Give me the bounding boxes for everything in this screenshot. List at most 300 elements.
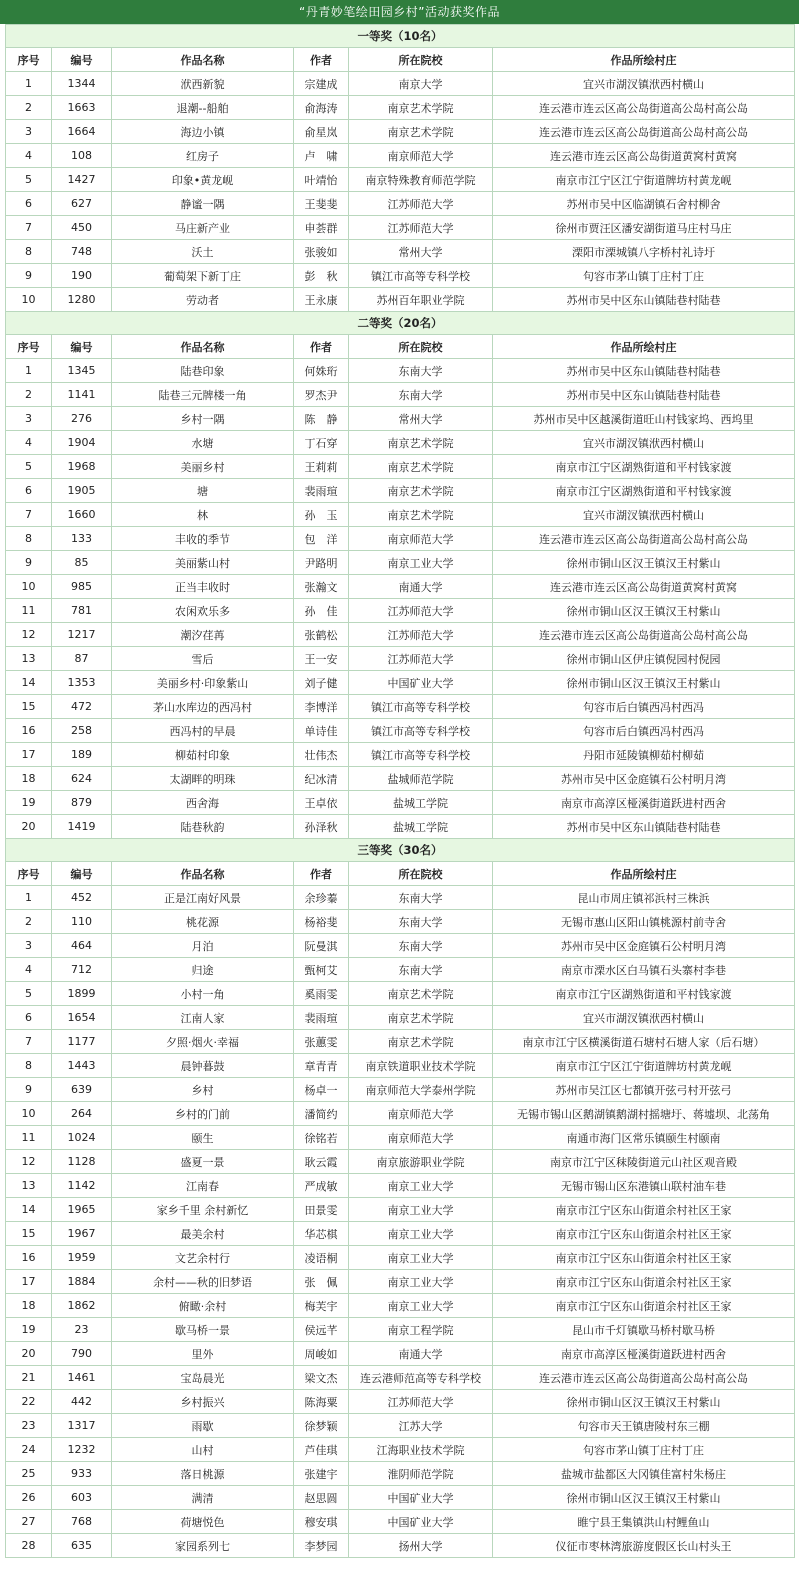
cell-code: 1280 (52, 288, 112, 312)
column-header-row (6, 335, 795, 359)
cell-author: 包 洋 (294, 527, 349, 551)
table-row (6, 120, 795, 144)
cell-school: 盐城工学院 (349, 791, 493, 815)
cell-work-title: 荷塘悦色 (112, 1510, 294, 1534)
header-village: 作品所绘村庄 (493, 48, 795, 72)
cell-village: 南京市江宁区横溪街道石塘村石塘人家（后石塘） (493, 1030, 795, 1054)
cell-village: 苏州市吴中区金庭镇石公村明月湾 (493, 767, 795, 791)
cell-author: 王莉莉 (294, 455, 349, 479)
cell-school: 南京大学 (349, 72, 493, 96)
cell-code: 1317 (52, 1414, 112, 1438)
cell-code: 258 (52, 719, 112, 743)
cell-work-title: 海边小镇 (112, 120, 294, 144)
cell-work-title: 宝岛晨光 (112, 1366, 294, 1390)
cell-school: 东南大学 (349, 359, 493, 383)
cell-work-title: 乡村振兴 (112, 1390, 294, 1414)
cell-work-title: 太湖畔的明珠 (112, 767, 294, 791)
cell-code: 627 (52, 192, 112, 216)
table-row (6, 791, 795, 815)
cell-index: 15 (6, 695, 52, 719)
cell-code: 189 (52, 743, 112, 767)
cell-code: 768 (52, 1510, 112, 1534)
cell-village: 无锡市惠山区阳山镇桃源村前寺舍 (493, 910, 795, 934)
cell-village: 句容市后白镇西冯村西冯 (493, 719, 795, 743)
cell-author: 张瀚文 (294, 575, 349, 599)
table-row (6, 527, 795, 551)
cell-village: 徐州市铜山区汉王镇汉王村紫山 (493, 1486, 795, 1510)
cell-code: 1654 (52, 1006, 112, 1030)
cell-village: 宜兴市湖汊镇洑西村横山 (493, 72, 795, 96)
cell-author: 俞海涛 (294, 96, 349, 120)
cell-school: 南京特殊教育师范学院 (349, 168, 493, 192)
cell-code: 1660 (52, 503, 112, 527)
cell-village: 无锡市锡山区东港镇山联村油车巷 (493, 1174, 795, 1198)
cell-index: 8 (6, 240, 52, 264)
cell-author: 孙 玉 (294, 503, 349, 527)
cell-code: 85 (52, 551, 112, 575)
cell-index: 13 (6, 647, 52, 671)
cell-author: 徐铭若 (294, 1126, 349, 1150)
cell-author: 王卓依 (294, 791, 349, 815)
table-row (6, 168, 795, 192)
header-school: 所在院校 (349, 862, 493, 886)
cell-index: 17 (6, 743, 52, 767)
cell-author: 何姝珩 (294, 359, 349, 383)
cell-village: 无锡市锡山区鹅湖镇鹅湖村摇塘圩、蒋墟坝、北荡角 (493, 1102, 795, 1126)
cell-author: 裴雨瑄 (294, 1006, 349, 1030)
cell-author: 田景雯 (294, 1198, 349, 1222)
cell-work-title: 葡萄架下新丁庄 (112, 264, 294, 288)
table-row (6, 1366, 795, 1390)
cell-village: 睢宁县王集镇洪山村鲤鱼山 (493, 1510, 795, 1534)
cell-village: 连云港市连云区高公岛街道黄窝村黄窝 (493, 144, 795, 168)
cell-code: 712 (52, 958, 112, 982)
cell-village: 丹阳市延陵镇柳茹村柳茹 (493, 743, 795, 767)
cell-code: 110 (52, 910, 112, 934)
cell-work-title: 乡村 (112, 1078, 294, 1102)
cell-work-title: 桃花源 (112, 910, 294, 934)
cell-code: 472 (52, 695, 112, 719)
cell-village: 徐州市贾汪区潘安湖街道马庄村马庄 (493, 216, 795, 240)
table-row (6, 1534, 795, 1558)
cell-index: 8 (6, 1054, 52, 1078)
cell-school: 常州大学 (349, 407, 493, 431)
table-row (6, 647, 795, 671)
cell-code: 1217 (52, 623, 112, 647)
table-row (6, 743, 795, 767)
cell-code: 1232 (52, 1438, 112, 1462)
cell-work-title: 晨钟暮鼓 (112, 1054, 294, 1078)
cell-author: 张 佩 (294, 1270, 349, 1294)
cell-author: 丁石穿 (294, 431, 349, 455)
cell-index: 9 (6, 551, 52, 575)
header-work-title: 作品名称 (112, 48, 294, 72)
cell-school: 江苏师范大学 (349, 192, 493, 216)
cell-index: 9 (6, 1078, 52, 1102)
header-work-title: 作品名称 (112, 862, 294, 886)
cell-school: 南京艺术学院 (349, 1006, 493, 1030)
cell-school: 江苏师范大学 (349, 623, 493, 647)
table-row (6, 599, 795, 623)
cell-village: 昆山市周庄镇祁浜村三株浜 (493, 886, 795, 910)
cell-author: 奚雨雯 (294, 982, 349, 1006)
cell-village: 连云港市连云区高公岛街道高公岛村高公岛 (493, 623, 795, 647)
table-row (6, 934, 795, 958)
cell-index: 4 (6, 431, 52, 455)
cell-village: 昆山市千灯镇歇马桥村歇马桥 (493, 1318, 795, 1342)
cell-index: 5 (6, 982, 52, 1006)
cell-code: 1967 (52, 1222, 112, 1246)
cell-author: 纪冰清 (294, 767, 349, 791)
cell-work-title: 红房子 (112, 144, 294, 168)
cell-code: 108 (52, 144, 112, 168)
cell-author: 余珍蓁 (294, 886, 349, 910)
header-village: 作品所绘村庄 (493, 335, 795, 359)
table-row (6, 695, 795, 719)
cell-work-title: 小村一角 (112, 982, 294, 1006)
cell-village: 连云港市连云区高公岛街道高公岛村高公岛 (493, 527, 795, 551)
cell-school: 南京工业大学 (349, 1294, 493, 1318)
cell-author: 梅芙宇 (294, 1294, 349, 1318)
cell-index: 16 (6, 719, 52, 743)
cell-work-title: 最美余村 (112, 1222, 294, 1246)
cell-index: 10 (6, 1102, 52, 1126)
header-code: 编号 (52, 48, 112, 72)
cell-village: 徐州市铜山区汉王镇汉王村紫山 (493, 551, 795, 575)
cell-village: 南京市江宁区东山街道余村社区王家 (493, 1270, 795, 1294)
cell-work-title: 正当丰收时 (112, 575, 294, 599)
cell-index: 6 (6, 192, 52, 216)
header-school: 所在院校 (349, 48, 493, 72)
cell-code: 450 (52, 216, 112, 240)
cell-index: 14 (6, 671, 52, 695)
cell-village: 南京市高淳区桠溪街道跃进村西舍 (493, 1342, 795, 1366)
cell-school: 江苏师范大学 (349, 1390, 493, 1414)
cell-school: 江海职业技术学院 (349, 1438, 493, 1462)
cell-index: 20 (6, 815, 52, 839)
cell-author: 张骏如 (294, 240, 349, 264)
cell-code: 276 (52, 407, 112, 431)
header-author: 作者 (294, 862, 349, 886)
cell-village: 南京市江宁区东山街道余村社区王家 (493, 1246, 795, 1270)
cell-author: 凌语桐 (294, 1246, 349, 1270)
cell-village: 南京市高淳区桠溪街道跃进村西舍 (493, 791, 795, 815)
cell-code: 464 (52, 934, 112, 958)
cell-school: 南京工业大学 (349, 1270, 493, 1294)
cell-village: 南京市江宁区江宁街道牌坊村黄龙岘 (493, 168, 795, 192)
cell-school: 中国矿业大学 (349, 1510, 493, 1534)
cell-author: 梁文杰 (294, 1366, 349, 1390)
cell-index: 2 (6, 96, 52, 120)
table-row (6, 671, 795, 695)
cell-code: 1663 (52, 96, 112, 120)
cell-work-title: 印象•黄龙岘 (112, 168, 294, 192)
cell-work-title: 雪后 (112, 647, 294, 671)
cell-author: 孙 佳 (294, 599, 349, 623)
cell-index: 26 (6, 1486, 52, 1510)
table-row (6, 958, 795, 982)
table-row (6, 1126, 795, 1150)
table-row (6, 1318, 795, 1342)
cell-author: 周峻如 (294, 1342, 349, 1366)
cell-work-title: 茅山水库边的西冯村 (112, 695, 294, 719)
cell-code: 1345 (52, 359, 112, 383)
cell-index: 11 (6, 599, 52, 623)
cell-school: 南京师范大学 (349, 1126, 493, 1150)
cell-index: 9 (6, 264, 52, 288)
cell-school: 东南大学 (349, 934, 493, 958)
cell-index: 4 (6, 144, 52, 168)
cell-code: 1959 (52, 1246, 112, 1270)
cell-code: 1024 (52, 1126, 112, 1150)
cell-village: 连云港市连云区高公岛街道高公岛村高公岛 (493, 96, 795, 120)
header-author: 作者 (294, 335, 349, 359)
cell-index: 8 (6, 527, 52, 551)
table-row (6, 240, 795, 264)
cell-school: 盐城师范学院 (349, 767, 493, 791)
cell-school: 南京艺术学院 (349, 982, 493, 1006)
header-index: 序号 (6, 335, 52, 359)
cell-author: 阮曼淇 (294, 934, 349, 958)
cell-village: 宜兴市湖汊镇洑西村横山 (493, 431, 795, 455)
table-row (6, 1270, 795, 1294)
cell-village: 连云港市连云区高公岛街道黄窝村黄窝 (493, 575, 795, 599)
table-row (6, 192, 795, 216)
header-code: 编号 (52, 335, 112, 359)
cell-code: 1862 (52, 1294, 112, 1318)
cell-work-title: 夕照·烟火·幸福 (112, 1030, 294, 1054)
cell-work-title: 山村 (112, 1438, 294, 1462)
cell-code: 1419 (52, 815, 112, 839)
cell-village: 苏州市吴中区东山镇陆巷村陆巷 (493, 288, 795, 312)
cell-school: 盐城工学院 (349, 815, 493, 839)
cell-work-title: 劳动者 (112, 288, 294, 312)
cell-school: 南京工业大学 (349, 1222, 493, 1246)
cell-code: 639 (52, 1078, 112, 1102)
cell-index: 19 (6, 1318, 52, 1342)
cell-village: 南京市江宁区湖熟街道和平村钱家渡 (493, 982, 795, 1006)
cell-work-title: 乡村的门前 (112, 1102, 294, 1126)
cell-code: 781 (52, 599, 112, 623)
cell-school: 南京师范大学泰州学院 (349, 1078, 493, 1102)
cell-school: 连云港师范高等专科学校 (349, 1366, 493, 1390)
cell-work-title: 正是江南好风景 (112, 886, 294, 910)
cell-index: 1 (6, 359, 52, 383)
table-row (6, 1102, 795, 1126)
cell-author: 孙泽秋 (294, 815, 349, 839)
cell-work-title: 丰收的季节 (112, 527, 294, 551)
cell-work-title: 静谧一隅 (112, 192, 294, 216)
table-row (6, 1054, 795, 1078)
cell-school: 镇江市高等专科学校 (349, 695, 493, 719)
cell-work-title: 乡村一隅 (112, 407, 294, 431)
cell-code: 603 (52, 1486, 112, 1510)
cell-code: 190 (52, 264, 112, 288)
cell-author: 单诗佳 (294, 719, 349, 743)
cell-index: 7 (6, 1030, 52, 1054)
cell-work-title: 农闲欢乐多 (112, 599, 294, 623)
cell-village: 句容市茅山镇丁庄村丁庄 (493, 264, 795, 288)
cell-work-title: 雨歇 (112, 1414, 294, 1438)
cell-index: 7 (6, 503, 52, 527)
cell-author: 宗建成 (294, 72, 349, 96)
cell-index: 25 (6, 1462, 52, 1486)
cell-index: 12 (6, 1150, 52, 1174)
cell-village: 苏州市吴中区东山镇陆巷村陆巷 (493, 359, 795, 383)
cell-village: 宜兴市湖汊镇洑西村横山 (493, 503, 795, 527)
cell-school: 南通大学 (349, 575, 493, 599)
cell-school: 江苏师范大学 (349, 647, 493, 671)
cell-work-title: 潮汐荏苒 (112, 623, 294, 647)
cell-school: 中国矿业大学 (349, 1486, 493, 1510)
cell-author: 卢 啸 (294, 144, 349, 168)
table-row (6, 886, 795, 910)
table-row (6, 455, 795, 479)
cell-index: 21 (6, 1366, 52, 1390)
cell-author: 甄柯艾 (294, 958, 349, 982)
cell-index: 27 (6, 1510, 52, 1534)
cell-school: 东南大学 (349, 910, 493, 934)
section-heading-row (6, 25, 795, 48)
cell-code: 1968 (52, 455, 112, 479)
cell-code: 985 (52, 575, 112, 599)
cell-code: 1904 (52, 431, 112, 455)
cell-school: 东南大学 (349, 958, 493, 982)
cell-village: 南京市江宁区湖熟街道和平村钱家渡 (493, 479, 795, 503)
cell-code: 1884 (52, 1270, 112, 1294)
table-row (6, 1222, 795, 1246)
cell-school: 东南大学 (349, 383, 493, 407)
cell-author: 杨裕斐 (294, 910, 349, 934)
table-row (6, 359, 795, 383)
table-row (6, 144, 795, 168)
cell-village: 南京市江宁区东山街道余村社区王家 (493, 1294, 795, 1318)
table-row (6, 288, 795, 312)
section-heading-row (6, 312, 795, 335)
cell-author: 陈 静 (294, 407, 349, 431)
page-title: “丹青妙笔绘田园乡村”活动获奖作品 (0, 0, 799, 24)
cell-village: 苏州市吴中区东山镇陆巷村陆巷 (493, 383, 795, 407)
cell-work-title: 陆巷秋韵 (112, 815, 294, 839)
section-heading: 三等奖（30名） (6, 839, 795, 862)
table-row (6, 1246, 795, 1270)
cell-school: 南京艺术学院 (349, 1030, 493, 1054)
cell-author: 侯远芊 (294, 1318, 349, 1342)
cell-work-title: 美丽乡村·印象紫山 (112, 671, 294, 695)
cell-code: 1899 (52, 982, 112, 1006)
cell-index: 14 (6, 1198, 52, 1222)
table-row (6, 1150, 795, 1174)
cell-village: 仪征市枣林湾旅游度假区长山村头王 (493, 1534, 795, 1558)
cell-code: 1142 (52, 1174, 112, 1198)
cell-school: 淮阴师范学院 (349, 1462, 493, 1486)
awards-table (5, 24, 795, 1558)
cell-work-title: 陆巷印象 (112, 359, 294, 383)
cell-school: 镇江市高等专科学校 (349, 719, 493, 743)
cell-work-title: 余村——秋的旧梦语 (112, 1270, 294, 1294)
cell-work-title: 洑西新貌 (112, 72, 294, 96)
cell-village: 南京市江宁区湖熟街道和平村钱家渡 (493, 455, 795, 479)
cell-school: 扬州大学 (349, 1534, 493, 1558)
cell-author: 赵思圆 (294, 1486, 349, 1510)
cell-school: 南通大学 (349, 1342, 493, 1366)
cell-village: 徐州市铜山区伊庄镇倪园村倪园 (493, 647, 795, 671)
cell-index: 3 (6, 407, 52, 431)
cell-school: 南京铁道职业技术学院 (349, 1054, 493, 1078)
table-row (6, 1174, 795, 1198)
cell-author: 张鹤松 (294, 623, 349, 647)
table-row (6, 264, 795, 288)
cell-work-title: 林 (112, 503, 294, 527)
cell-index: 15 (6, 1222, 52, 1246)
cell-code: 635 (52, 1534, 112, 1558)
cell-village: 盐城市盐都区大冈镇佳富村朱杨庄 (493, 1462, 795, 1486)
cell-code: 933 (52, 1462, 112, 1486)
cell-author: 李博洋 (294, 695, 349, 719)
cell-author: 穆安琪 (294, 1510, 349, 1534)
cell-village: 句容市后白镇西冯村西冯 (493, 695, 795, 719)
cell-code: 1141 (52, 383, 112, 407)
table-row (6, 1510, 795, 1534)
table-row (6, 1438, 795, 1462)
cell-author: 叶靖怡 (294, 168, 349, 192)
cell-school: 南京艺术学院 (349, 431, 493, 455)
cell-index: 18 (6, 767, 52, 791)
cell-author: 李梦园 (294, 1534, 349, 1558)
cell-author: 刘子健 (294, 671, 349, 695)
cell-work-title: 塘 (112, 479, 294, 503)
cell-school: 南京旅游职业学院 (349, 1150, 493, 1174)
table-row (6, 407, 795, 431)
cell-school: 中国矿业大学 (349, 671, 493, 695)
cell-code: 1353 (52, 671, 112, 695)
cell-school: 南京艺术学院 (349, 96, 493, 120)
section-heading: 二等奖（20名） (6, 312, 795, 335)
cell-school: 南京工业大学 (349, 1198, 493, 1222)
cell-village: 苏州市吴中区金庭镇石公村明月湾 (493, 934, 795, 958)
cell-code: 1664 (52, 120, 112, 144)
cell-work-title: 颐生 (112, 1126, 294, 1150)
header-village: 作品所绘村庄 (493, 862, 795, 886)
cell-work-title: 歇马桥一景 (112, 1318, 294, 1342)
cell-code: 748 (52, 240, 112, 264)
cell-index: 2 (6, 383, 52, 407)
table-row (6, 72, 795, 96)
cell-index: 12 (6, 623, 52, 647)
cell-index: 5 (6, 455, 52, 479)
cell-village: 南京市江宁区江宁街道牌坊村黄龙岘 (493, 1054, 795, 1078)
cell-code: 87 (52, 647, 112, 671)
cell-village: 徐州市铜山区汉王镇汉王村紫山 (493, 1390, 795, 1414)
cell-index: 10 (6, 575, 52, 599)
table-row (6, 1030, 795, 1054)
cell-index: 23 (6, 1414, 52, 1438)
cell-work-title: 归途 (112, 958, 294, 982)
cell-author: 徐梦颖 (294, 1414, 349, 1438)
cell-index: 28 (6, 1534, 52, 1558)
cell-code: 1461 (52, 1366, 112, 1390)
table-row (6, 216, 795, 240)
cell-code: 1443 (52, 1054, 112, 1078)
cell-school: 南京工业大学 (349, 1174, 493, 1198)
cell-village: 南京市溧水区白马镇石头寨村李巷 (493, 958, 795, 982)
table-row (6, 503, 795, 527)
cell-school: 镇江市高等专科学校 (349, 264, 493, 288)
table-row (6, 910, 795, 934)
cell-village: 宜兴市湖汊镇洑西村横山 (493, 1006, 795, 1030)
cell-index: 17 (6, 1270, 52, 1294)
cell-author: 裴雨瑄 (294, 479, 349, 503)
